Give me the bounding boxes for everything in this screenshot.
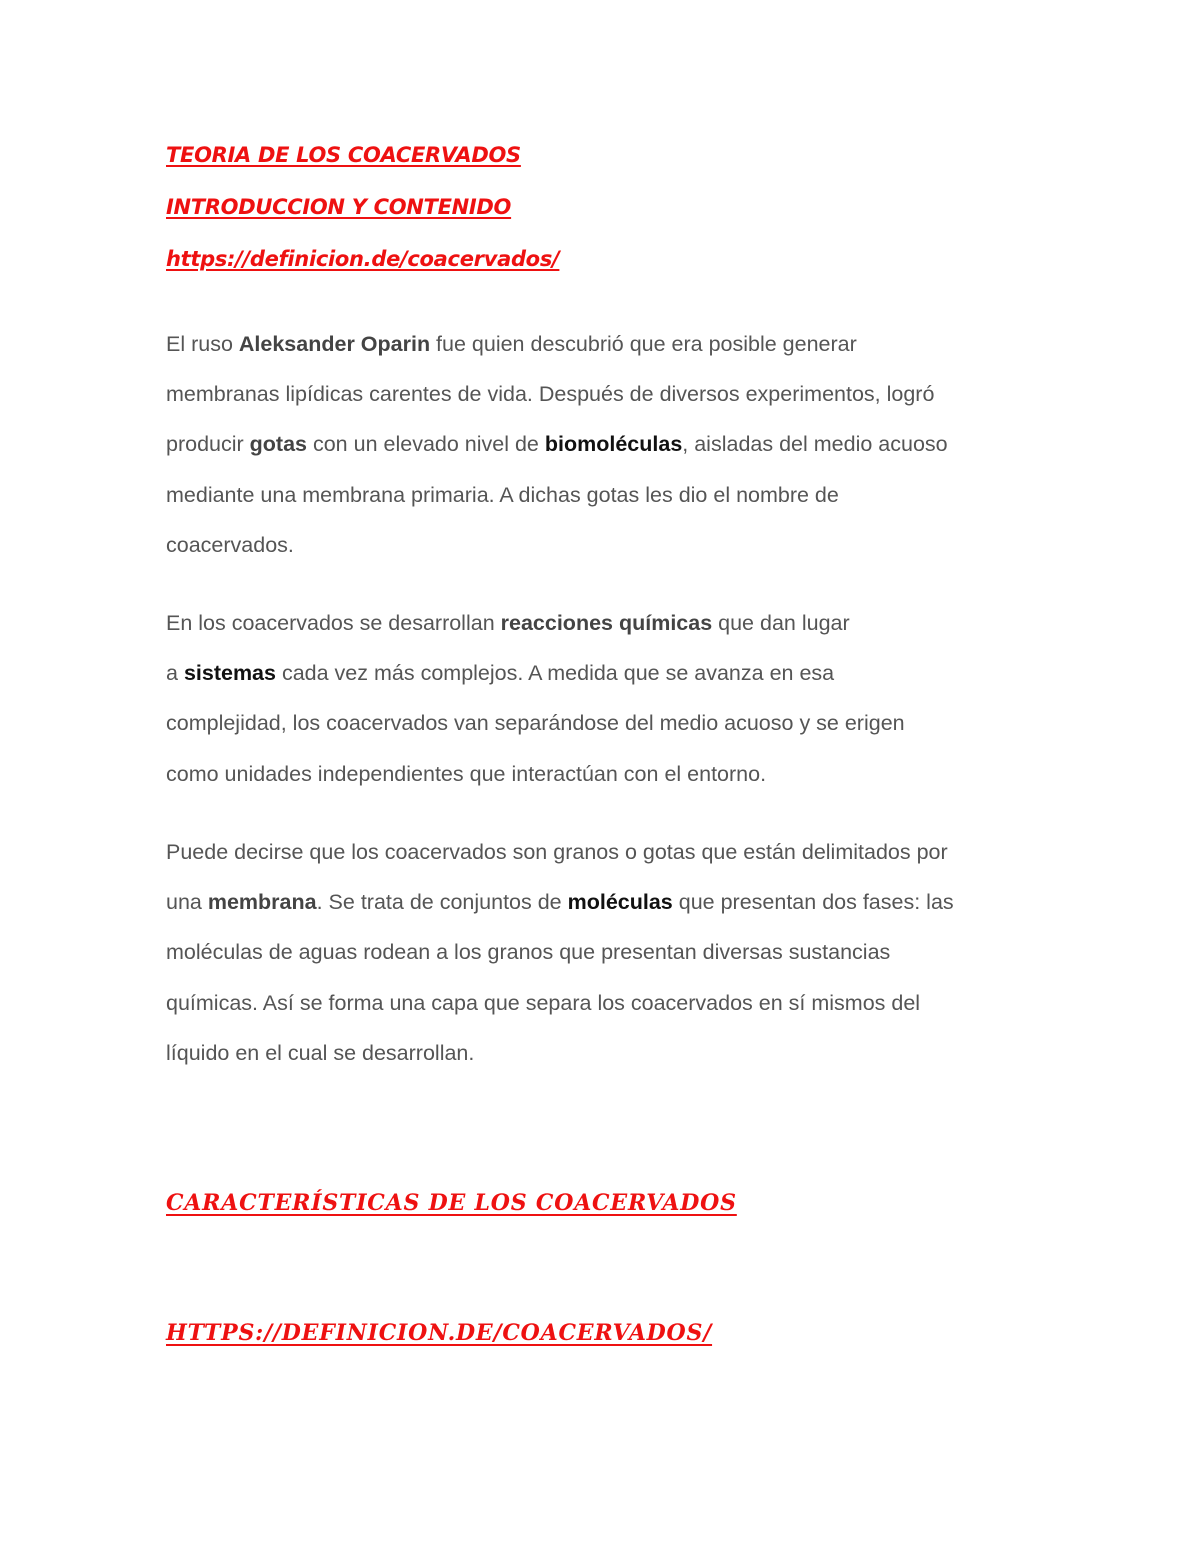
paragraph-line: membranas lipídicas carentes de vida. Después de diversos experimentos, logró: [166, 382, 935, 407]
bold-term: Aleksander Oparin: [238, 332, 431, 356]
paragraph-intro: [166, 319, 1046, 570]
paragraph-line: producir gotas con un elevado nivel de biomoléculas, aisladas del medio acuoso: [166, 432, 948, 457]
paragraph-line: En los coacervados se desarrollan reacciones químicas que dan lugar: [166, 611, 850, 635]
bold-term: reacciones químicas: [500, 611, 713, 635]
document-title: TEORIA DE LOS COACERVADOS: [166, 143, 521, 167]
paragraph-line: una membrana. Se trata de conjuntos de moléculas que presentan dos fases: las: [166, 890, 954, 915]
paragraph-line: El ruso Aleksander Oparin fue quien descubrió que era posible generar: [166, 332, 857, 356]
bold-term: biomoléculas: [544, 432, 683, 457]
paragraph-line: líquido en el cual se desarrollan.: [166, 1040, 475, 1065]
paragraph-line: químicas. Así se forma una capa que separa los coacervados en sí mismos del: [166, 990, 921, 1015]
bold-term: membrana: [207, 890, 317, 915]
section-subtitle: INTRODUCCION Y CONTENIDO: [166, 195, 512, 219]
paragraph-definition: [166, 827, 1046, 1078]
bold-term: sistemas: [183, 661, 276, 686]
paragraph-reactions: [166, 598, 1046, 799]
paragraph-line: como unidades independientes que interactúan con el entorno.: [166, 761, 767, 786]
source-link[interactable]: https://definicion.de/coacervados/: [166, 247, 560, 271]
paragraph-line: a sistemas cada vez más complejos. A medida que se avanza en esa: [166, 661, 835, 686]
paragraph-line: coacervados.: [166, 532, 294, 557]
characteristics-heading: CARACTERÍSTICAS DE LOS COACERVADOS: [166, 1190, 737, 1216]
bold-term: gotas: [249, 432, 307, 457]
characteristics-source-link[interactable]: HTTPS://DEFINICION.DE/COACERVADOS/: [166, 1320, 713, 1346]
bold-term: moléculas: [567, 890, 673, 915]
paragraph-line: Puede decirse que los coacervados son granos o gotas que están delimitados por: [166, 840, 948, 864]
paragraph-line: complejidad, los coacervados van separándose del medio acuoso y se erigen: [166, 711, 905, 736]
paragraph-line: mediante una membrana primaria. A dichas gotas les dio el nombre de: [166, 482, 839, 507]
paragraph-line: moléculas de aguas rodean a los granos que presentan diversas sustancias: [166, 940, 891, 965]
